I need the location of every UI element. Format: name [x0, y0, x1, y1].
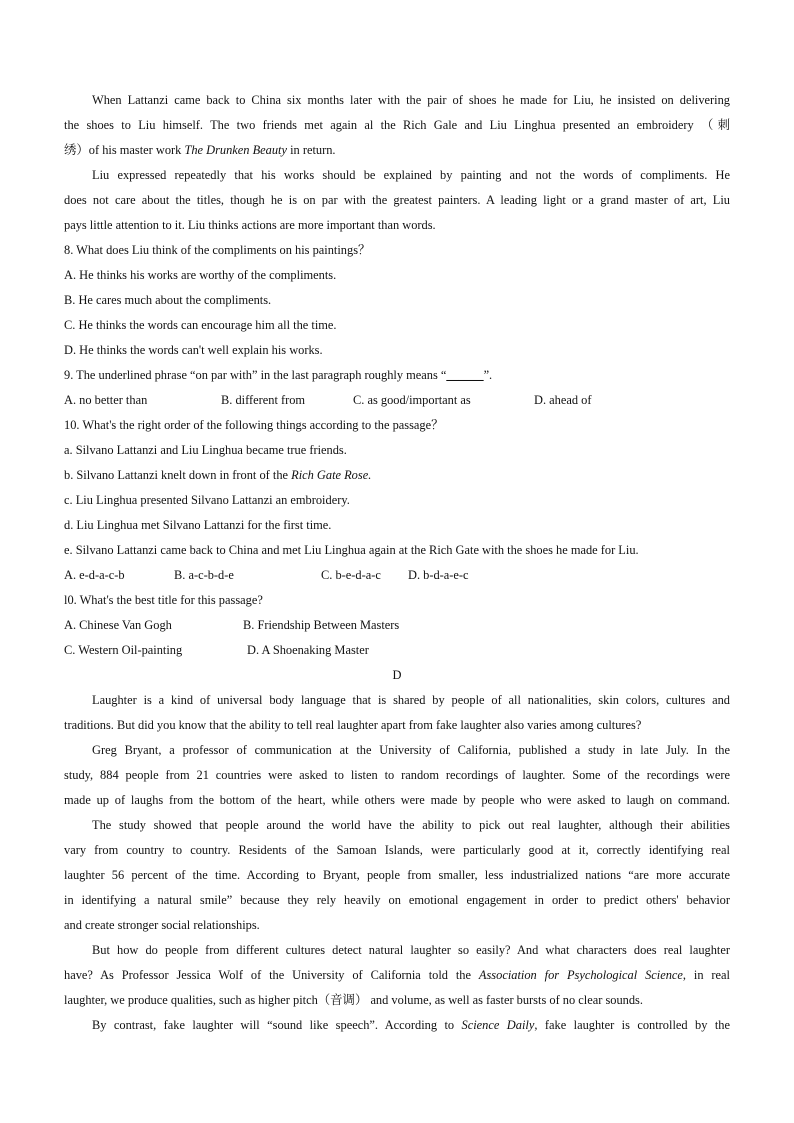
paragraph-line: vary from country to country. Residents of the Samoan Islands, were particularly good at it, correctly identifying real — [64, 843, 730, 857]
answer-option: B. Friendship Between Masters — [243, 618, 400, 632]
work-title: The Drunken Beauty — [184, 143, 287, 157]
paragraph-line: The study showed that people around the world have the ability to pick out real laughter, although their abilities — [92, 818, 730, 832]
paragraph-line: Liu expressed repeatedly that his works should be explained by painting and not the words of compliments. He — [92, 168, 730, 182]
paragraph-line: Laughter is a kind of universal body language that is shared by people of all nationalities, skin colors, cultures and — [92, 693, 730, 707]
answer-option: C. He thinks the words can encourage him all the time. — [64, 318, 337, 332]
paragraph-line: study, 884 people from 21 countries were asked to listen to random recordings of laughter. Some of the recordings were — [64, 768, 730, 782]
answer-option: B. different from — [221, 393, 306, 407]
answer-option: A. e-d-a-c-b — [64, 568, 125, 582]
paragraph-line: traditions. But did you know that the ability to tell real laughter apart from fake laughter also varies among cultures? — [64, 718, 642, 732]
text-span: 绣）of his master work — [64, 143, 185, 157]
answer-option: D. ahead of — [534, 393, 592, 407]
text-span: b. Silvano Lattanzi knelt down in front of the — [64, 468, 292, 482]
answer-option: D. He thinks the words can't well explain his works. — [64, 343, 323, 357]
options-row — [64, 638, 730, 663]
answer-option: A. no better than — [64, 393, 148, 407]
answer-blank: ______ — [446, 368, 484, 382]
answer-option: D. b-d-a-e-c — [408, 568, 469, 582]
paragraph-line — [64, 963, 730, 988]
options-row — [64, 388, 730, 413]
section-heading: D — [392, 668, 402, 682]
list-item: e. Silvano Lattanzi came back to China and met Liu Linghua again at the Rich Gate with the shoes he made for Liu. — [64, 543, 639, 557]
text-span: By contrast, fake laughter will “sound like speech”. According to — [92, 1018, 462, 1032]
paragraph-line: But how do people from different cultures detect natural laughter so easily? And what characters does real laughter — [92, 943, 730, 957]
paragraph-line: laughter 56 percent of the time. According to Bryant, people from smaller, less industrialized nations “are more accurate — [64, 868, 730, 882]
text-span: （刺 — [701, 118, 730, 132]
list-item: a. Silvano Lattanzi and Liu Linghua became true friends. — [64, 443, 347, 457]
question-stem — [64, 363, 730, 388]
paragraph-line: pays little attention to it. Liu thinks actions are more important than words. — [64, 218, 436, 232]
paragraph-line: in identifying a natural smile” because they rely heavily on emotional engagement in order to predict others' behavior — [64, 893, 730, 907]
paragraph-line: Greg Bryant, a professor of communication at the University of California, published a study in late July. In the — [92, 743, 730, 757]
options-row — [64, 613, 730, 638]
paragraph-line: laughter, we produce qualities, such as higher pitch（音调） and volume, as well as faster bursts of no clear sounds. — [64, 993, 643, 1007]
text-span: ”. — [483, 368, 493, 382]
work-title: Rich Gate Rose. — [291, 468, 372, 482]
organization-name: Association for Psychological Science — [478, 968, 683, 982]
answer-option: B. a-c-b-d-e — [174, 568, 234, 582]
paragraph-line: and create stronger social relationships. — [64, 918, 260, 932]
text-span: in return. — [287, 143, 336, 157]
question-stem: l0. What's the best title for this passage? — [64, 593, 263, 607]
list-item: c. Liu Linghua presented Silvano Lattanzi an embroidery. — [64, 493, 350, 507]
answer-option: C. as good/important as — [353, 393, 471, 407]
options-row — [64, 563, 730, 588]
answer-option: A. He thinks his works are worthy of the compliments. — [64, 268, 337, 282]
question-stem: 8. What does Liu think of the compliments on his paintings？ — [64, 243, 371, 257]
publication-name: Science Daily — [461, 1018, 535, 1032]
answer-option: D. A Shoenaking Master — [247, 643, 369, 657]
paragraph-line: When Lattanzi came back to China six months later with the pair of shoes he made for Liu, he insisted on delivering — [92, 93, 730, 107]
question-stem: 10. What's the right order of the following things according to the passage？ — [64, 418, 444, 432]
answer-option: B. He cares much about the compliments. — [64, 293, 272, 307]
paragraph-line — [64, 1013, 730, 1038]
paragraph-line — [64, 113, 730, 138]
list-item — [64, 463, 730, 488]
text-span: 9. The underlined phrase “on par with” in the last paragraph roughly means “ — [64, 368, 447, 382]
text-span: , fake laughter is controlled by the — [534, 1018, 730, 1032]
answer-option: C. b-e-d-a-c — [321, 568, 381, 582]
text-span: , in real — [682, 968, 730, 982]
list-item: d. Liu Linghua met Silvano Lattanzi for the first time. — [64, 518, 332, 532]
paragraph-line: made up of laughs from the bottom of the heart, while others were made by people who were asked to laugh on command. — [64, 793, 730, 807]
answer-option: C. Western Oil-painting — [64, 643, 183, 657]
paragraph-line: does not care about the titles, though he is on par with the greatest painters. A leading light or a grand master of art, Liu — [64, 193, 730, 207]
answer-option: A. Chinese Van Gogh — [64, 618, 172, 632]
text-span: have? As Professor Jessica Wolf of the University of California told the — [64, 968, 479, 982]
paragraph-line — [64, 138, 730, 163]
text-span: the shoes to Liu himself. The two friends met again al the Rich Gale and Liu Linghua presented an embroidery — [64, 118, 694, 132]
